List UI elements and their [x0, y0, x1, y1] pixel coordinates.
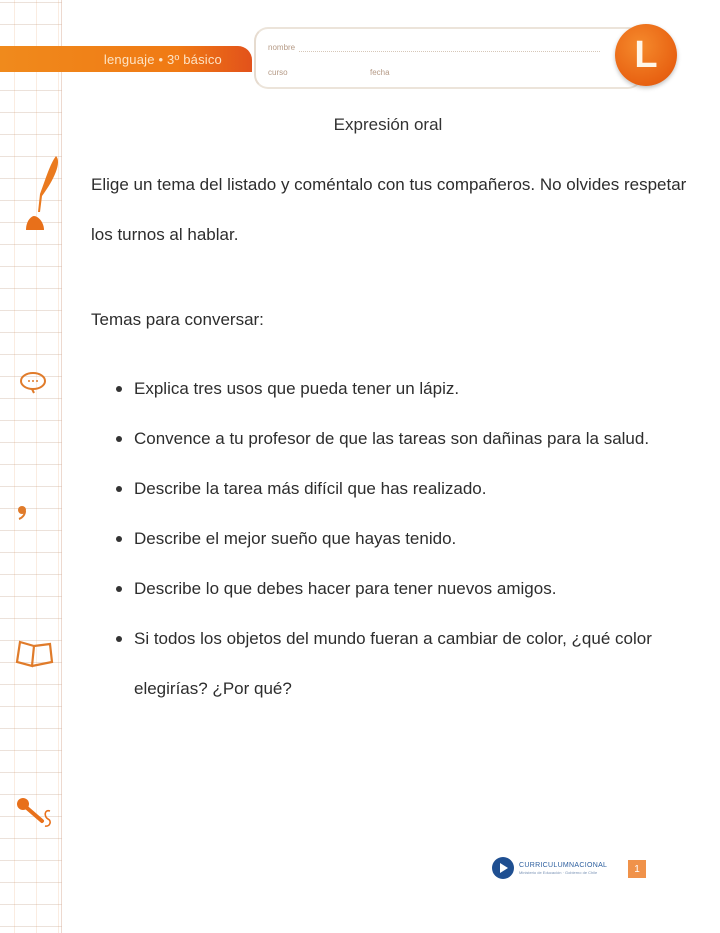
book-icon: [14, 636, 56, 670]
subject-band: [0, 46, 252, 72]
topic-item: Describe la tarea más difícil que has realizado.: [110, 464, 690, 514]
subject-letter-badge: [615, 24, 677, 86]
topic-item: Si todos los objetos del mundo fueran a cambiar de color, ¿qué color elegirías? ¿Por qué?: [110, 614, 690, 714]
fecha-field[interactable]: [370, 68, 390, 77]
curriculum-nacional-logo[interactable]: [492, 857, 607, 879]
curso-field[interactable]: [268, 68, 288, 77]
topic-item: Describe lo que debes hacer para tener nuevos amigos.: [110, 564, 690, 614]
logo-name: CURRICULUMNACIONAL: [519, 861, 608, 869]
nombre-label: nombre: [268, 43, 296, 52]
topics-list: [110, 364, 690, 714]
page-title: Expresión oral: [333, 115, 443, 134]
topic-item: Convence a tu profesor de que las tareas son dañinas para la salud.: [110, 414, 690, 464]
curso-label: curso: [268, 68, 288, 77]
topic-item: Explica tres usos que pueda tener un lápiz.: [110, 364, 690, 414]
speech-bubble-icon: [18, 370, 48, 394]
play-logo-icon: [492, 857, 514, 879]
comma-icon: [16, 505, 28, 521]
graph-paper-margin: [0, 0, 62, 933]
nombre-line: [299, 44, 600, 52]
student-info-box: [254, 27, 642, 89]
quill-icon: [18, 152, 62, 238]
nombre-field[interactable]: [268, 43, 600, 52]
subject-label: lenguaje • 3º básico: [103, 51, 222, 67]
logo-tagline: Ministerio de Educación · Gobierno de Chile: [519, 869, 598, 875]
topics-heading: Temas para conversar:: [91, 310, 264, 329]
topic-item: Describe el mejor sueño que hayas tenido.: [110, 514, 690, 564]
page-number: 1: [628, 860, 646, 878]
microphone-icon: [14, 795, 54, 831]
badge-letter: L: [634, 33, 658, 76]
fecha-label: fecha: [370, 68, 390, 77]
instructions-text: Elige un tema del listado y coméntalo con tus compañeros. No olvides respetar los turnos al hablar.: [91, 175, 687, 244]
